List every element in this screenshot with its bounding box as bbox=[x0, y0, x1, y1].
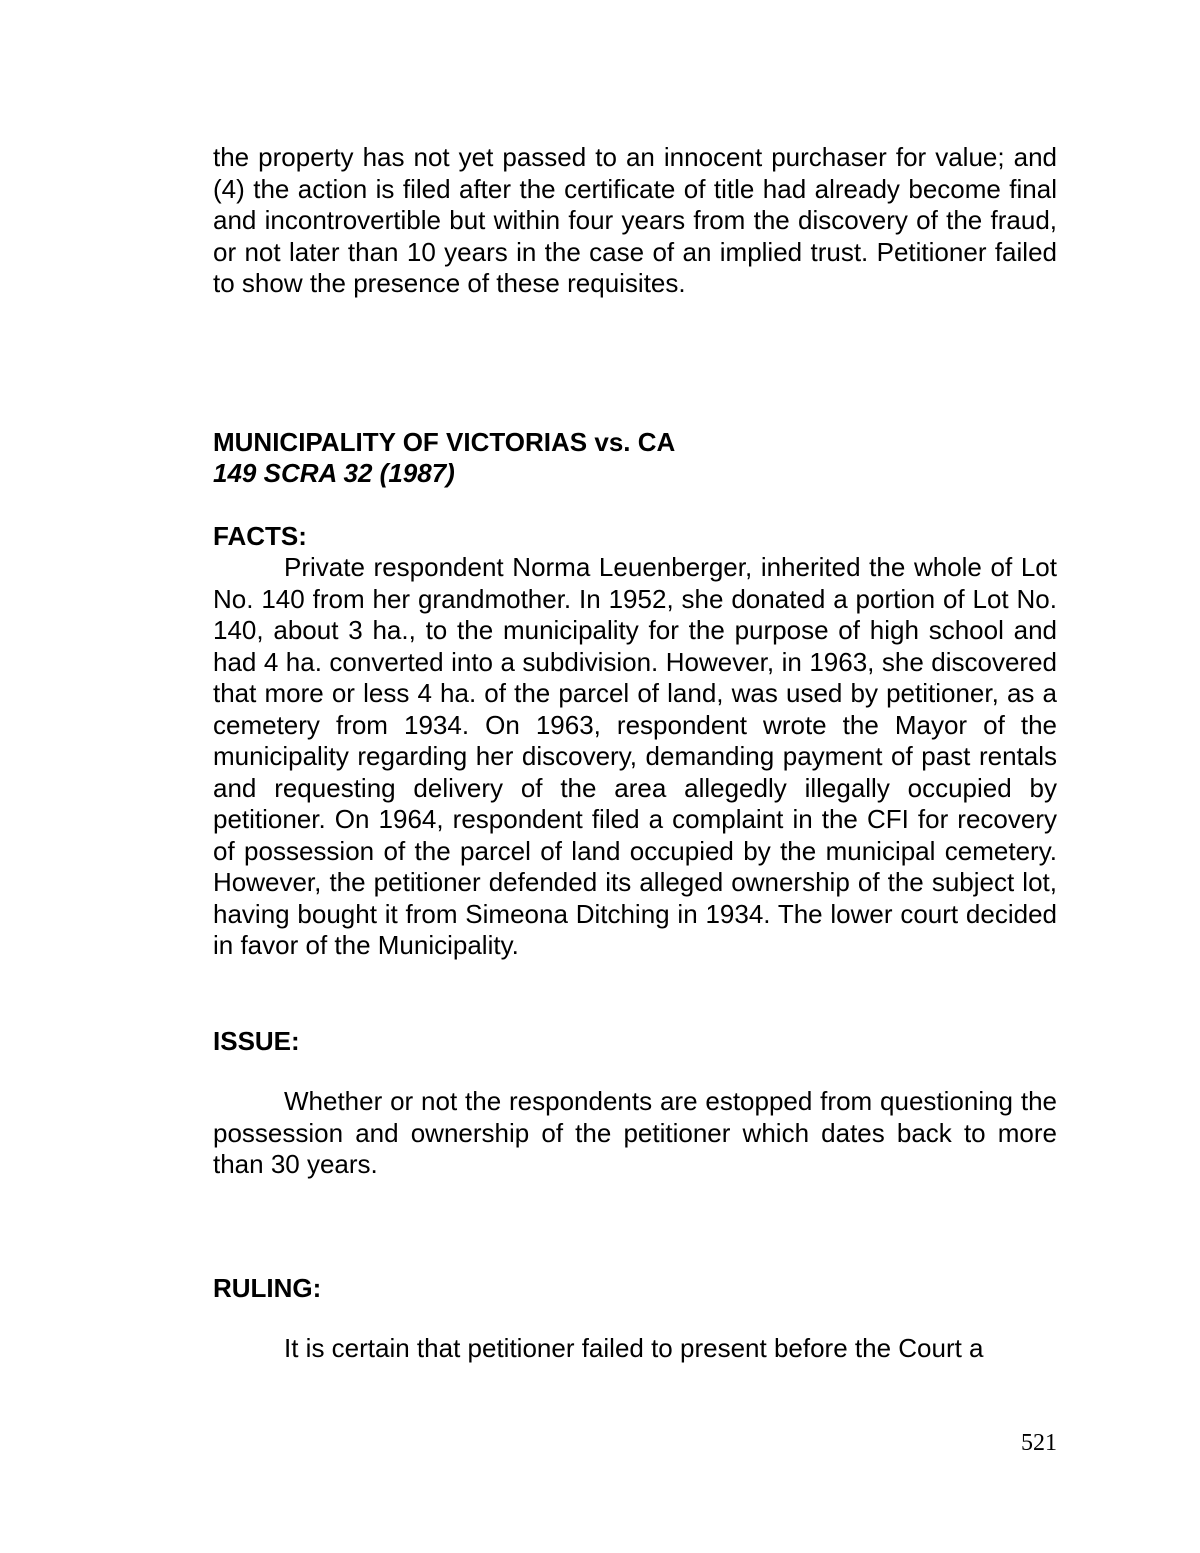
issue-paragraph: Whether or not the respondents are estopped from questioning the possession and ownership of the petitioner which dates back to more than 30 years. bbox=[213, 1086, 1057, 1179]
case-title: MUNICIPALITY OF VICTORIAS vs. CA bbox=[213, 426, 676, 457]
ruling-paragraph: It is certain that petitioner failed to present before the Court a bbox=[284, 1333, 984, 1363]
page-number: 521 bbox=[1021, 1430, 1057, 1456]
intro-paragraph: the property has not yet passed to an innocent purchaser for value; and (4) the action is filed after the certificate of title had already become final and incontrovertible but within four years from the discovery of the fraud, or not later than 10 years in the case of an implied trust. Petitioner failed to show the presence of these requisites. bbox=[213, 142, 1057, 298]
case-citation: 149 SCRA 32 (1987) bbox=[213, 458, 455, 488]
document-page bbox=[213, 142, 1057, 1365]
issue-heading: ISSUE: bbox=[213, 1025, 300, 1056]
facts-heading: FACTS: bbox=[213, 520, 307, 551]
facts-paragraph: Private respondent Norma Leuenberger, inherited the whole of Lot No. 140 from her grandmother. In 1952, she donated a portion of Lot No. 140, about 3 ha., to the municipality for the purpose of high school and had 4 ha. converted into a subdivision. However, in 1963, she discovered that more or less 4 ha. of the parcel of land, was used by petitioner, as a cemetery from 1934. On 1963, respondent wrote the Mayor of the municipality regarding her discovery, demanding payment of past rentals and requesting delivery of the area allegedly illegally occupied by petitioner. On 1964, respondent filed a complaint in the CFI for recovery of possession of the parcel of land occupied by the municipal cemetery. However, the petitioner defended its alleged ownership of the subject lot, having bought it from Simeona Ditching in 1934. The lower court decided in favor of the Municipality. bbox=[213, 552, 1057, 960]
ruling-heading: RULING: bbox=[213, 1272, 322, 1303]
